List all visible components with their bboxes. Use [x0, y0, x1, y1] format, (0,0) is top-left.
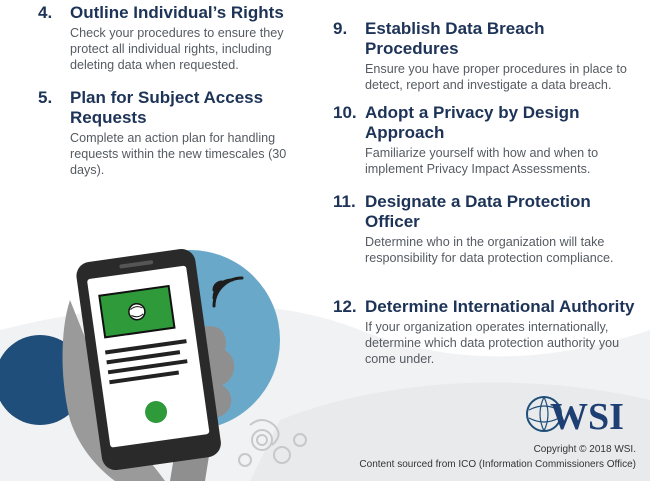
step-number: 11.: [333, 192, 356, 211]
step-title: Outline Individual’s Rights: [70, 3, 284, 22]
step-description: Complete an action plan for handling requests within the new timescales (30 days).: [70, 131, 287, 177]
step-description: Familiarize yourself with how and when to implement Privacy Impact Assessments.: [365, 146, 599, 176]
step-title: Establish Data Breach Procedures: [365, 19, 545, 58]
step-number: 12.: [333, 297, 357, 316]
copyright-text: Copyright © 2018 WSI.: [533, 444, 636, 455]
step-title: Designate a Data Protection Officer: [365, 192, 591, 231]
step-number: 9.: [333, 19, 348, 38]
step-title: Plan for Subject Access Requests: [70, 88, 264, 127]
wsi-logo: [526, 392, 636, 436]
phone-illustration: [0, 220, 320, 481]
source-text: Content sourced from ICO (Information Commissioners Office): [359, 459, 636, 470]
step-description: Ensure you have proper procedures in place to detect, report and investigate a data breach.: [365, 62, 627, 92]
step-9: [333, 19, 633, 93]
step-title: Determine International Authority: [365, 297, 635, 316]
step-number: 5.: [38, 88, 53, 107]
step-4: [38, 3, 298, 73]
step-5: [38, 88, 298, 178]
step-description: Check your procedures to ensure they protect all individual rights, including deleting data when requested.: [70, 26, 284, 72]
step-title: Adopt a Privacy by Design Approach: [365, 103, 580, 142]
logo-text: WSI: [550, 396, 624, 436]
step-11: [333, 192, 633, 266]
step-12: [333, 297, 643, 367]
step-description: If your organization operates internationally, determine which data protection authority you come under.: [365, 320, 620, 366]
step-number: 4.: [38, 3, 53, 22]
swirl-decoration: [239, 420, 306, 466]
step-number: 10.: [333, 103, 357, 122]
step-10: [333, 103, 633, 177]
step-description: Determine who in the organization will take responsibility for data protection compliance.: [365, 235, 614, 265]
